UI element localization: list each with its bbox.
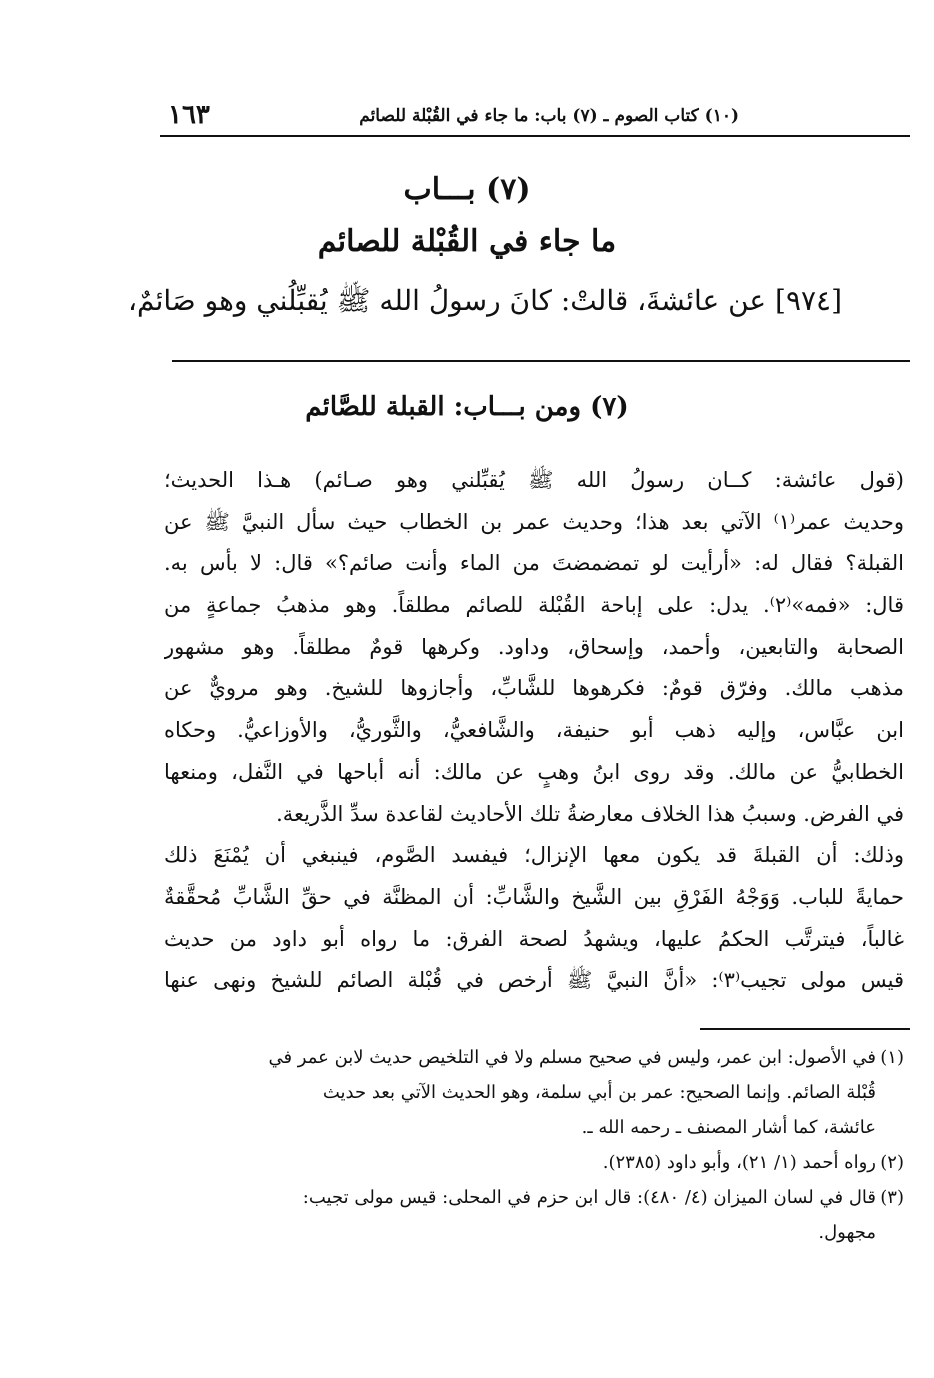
footnote-marker: (٢) [880, 1152, 904, 1173]
footnote-text: قُبْلة الصائم. وإنما الصحيح: عمر بن أبي سلمة، وهو الحديث الآتي بعد حديث [322, 1082, 876, 1103]
body-line: غالباً، فيترتَّب الحكمُ عليها، ويشهدُ لصحة الفرق: ما رواه أبو داود من حديث [164, 926, 904, 951]
hadith-text: [٩٧٤] عن عائشةَ، قالتْ: كانَ رسولُ الله ﷺ يُقبِّلُني وهو صَائمٌ، [127, 284, 842, 317]
footnote-marker: (١) [880, 1047, 904, 1068]
body-line: ابن عبَّاس، وإليه ذهب أبو حنيفة، والشَّافعيُّ، والثَّوريُّ، والأوزاعيُّ. وحكاه [164, 718, 904, 743]
body-line: القبلة؟ فقال له: «أرأيت لو تمضمضتَ من الماء وأنت صائم؟» قال: لا بأس به. [164, 551, 904, 576]
running-title: (١٠) كتاب الصوم ـ (٧) باب: ما جاء في القُبْلة للصائم [359, 106, 739, 126]
body-line: في الفرض. وسببُ هذا الخلاف معارضةُ تلك الأحاديث لقاعدة سدِّ الذَّريعة. [276, 801, 904, 826]
body-line: وذلك: أن القبلةَ قد يكون معها الإنزال؛ فيفسد الصَّوم، فينبغي أن يُمْنَعَ ذلك [164, 843, 904, 868]
body-line: قال: «فمه»⁽٢⁾. يدل: على إباحة القُبْلة للصائم مطلقاً. وهو مذهبُ جماعةٍ من [164, 593, 904, 618]
commentary-heading: (٧) ومن بـــاب: القبلة للصَّائم [305, 392, 629, 422]
footnote-3 [162, 1180, 904, 1215]
page-number: ١٦٣ [168, 100, 210, 130]
commentary-body [164, 460, 904, 1002]
body-line: الصحابة والتابعين، وأحمد، وإسحاق، وداود. وكرهها قومٌ مطلقاً. وهو مشهور [164, 634, 904, 659]
body-line: حمايةً للباب. وَوَجْهُ الفَرْقِ بين الشَّيخ والشَّابِّ: أن المظنَّة في حقِّ الشَّابِّ مُحقَّقةٌ [164, 884, 904, 909]
footnote-text: قال في لسان الميزان (٤/ ٤٨٠): قال ابن حزم في المحلى: قيس مولى تجيب: [302, 1187, 876, 1208]
footnote-text: رواه أحمد (١/ ٢١)، وأبو داود (٢٣٨٥). [602, 1152, 876, 1173]
body-line: وحديث عمر⁽١⁾ الآتي بعد هذا؛ وحديث عمر بن الخطاب حيث سأل النبيَّ ﷺ عن [164, 509, 904, 534]
footnote-marker: (٣) [880, 1187, 904, 1208]
footnote-1 [162, 1040, 904, 1075]
body-line: الخطابيُّ عن مالك. وقد روى ابنُ وهبٍ عن مالك: أنه أباحها في النَّفل، ومنعها [164, 759, 904, 784]
footnote-text: عائشة، كما أشار المصنف ـ رحمه الله ـ. [581, 1117, 876, 1138]
footnote-text: في الأصول: ابن عمر، وليس في صحيح مسلم ولا في التلخيص حديث لابن عمر في [268, 1047, 876, 1068]
header-divider [160, 135, 910, 137]
hadith-divider [172, 360, 910, 362]
chapter-title: ما جاء في القُبْلة للصائم [317, 224, 617, 259]
body-line: مذهب مالك. وفرّق قومٌ: فكرهوها للشَّابِّ، وأجازوها للشيخ. وهو مرويٌّ عن [164, 676, 904, 701]
footnote-divider [700, 1028, 910, 1030]
footnote-text: مجهول. [818, 1222, 876, 1243]
chapter-number: (٧) بـــاب [403, 172, 531, 207]
footnote-2 [162, 1145, 904, 1180]
body-line: (قول عائشة: كــان رسولُ الله ﷺ يُقبِّلني وهو صـائم) هـذا الحديث؛ [164, 468, 904, 492]
body-line: قيس مولى تجيب⁽٣⁾: «أنَّ النبيَّ ﷺ أرخص في قُبْلة الصائم للشيخ ونهى عنها [164, 968, 904, 993]
footnotes [162, 1040, 904, 1250]
